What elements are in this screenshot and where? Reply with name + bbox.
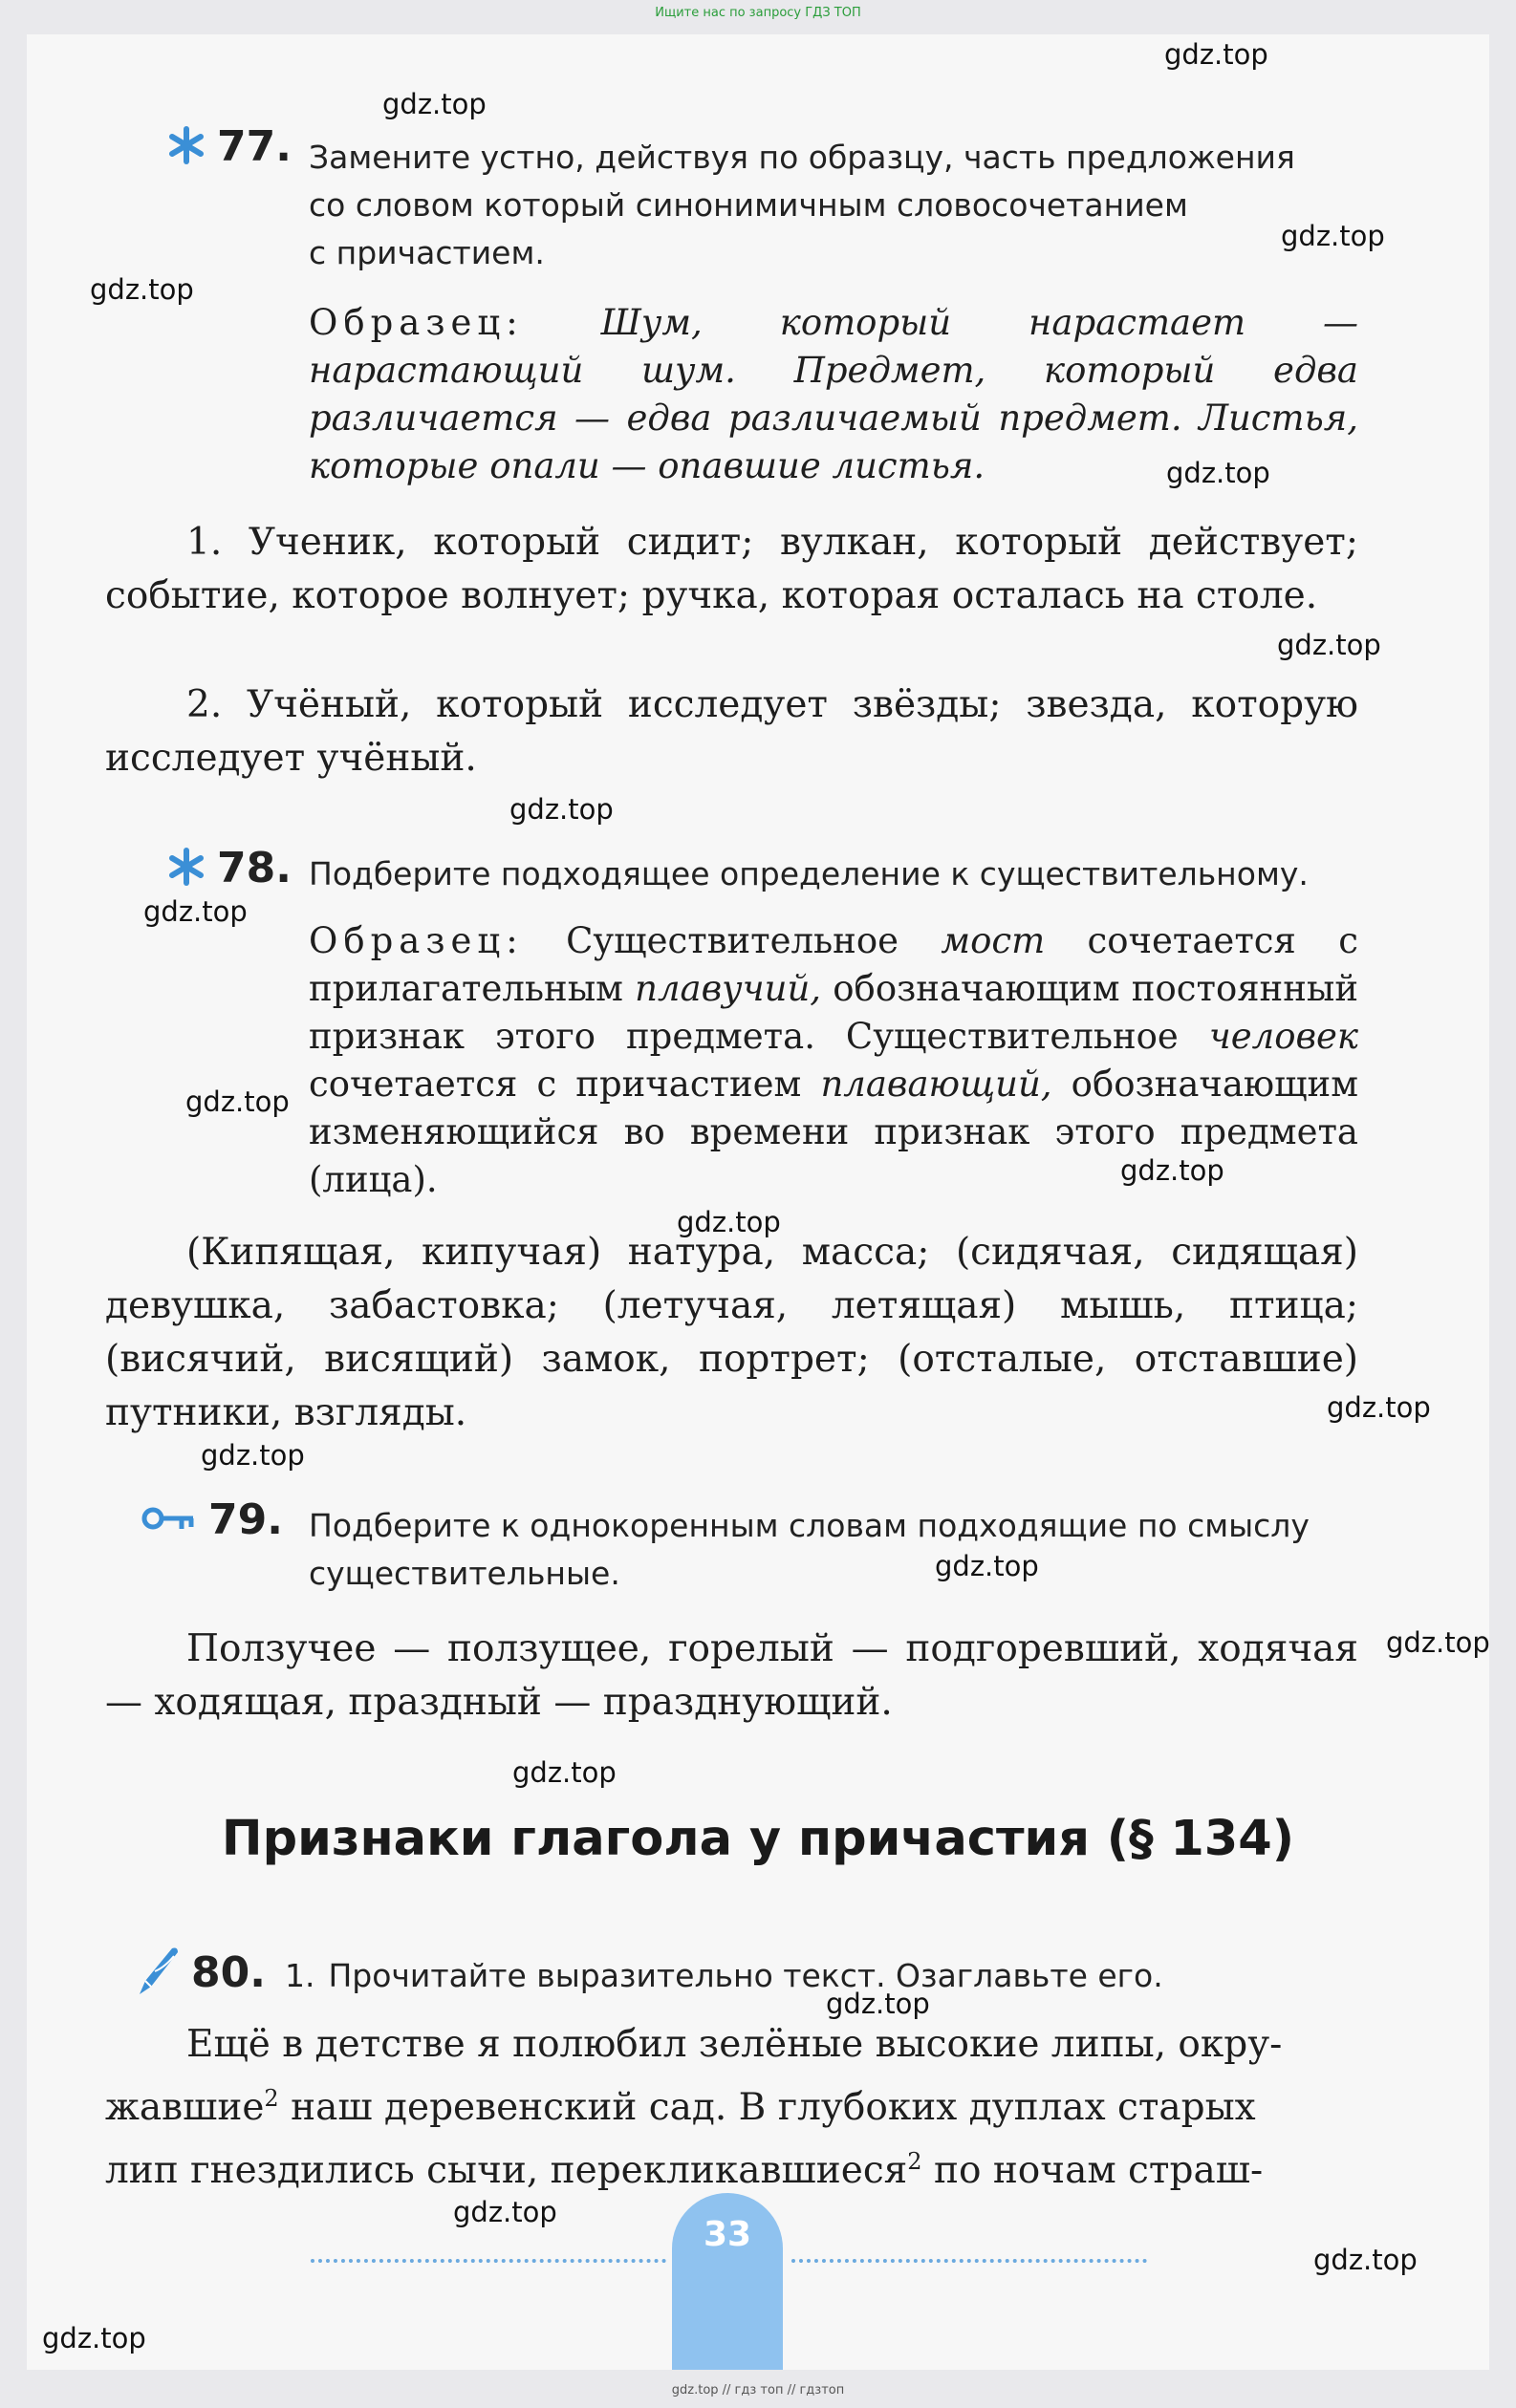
sample-part: сочетается с причастием [309, 1064, 802, 1105]
instruction-line: Замените устно, действуя по образцу, часть предложения [309, 139, 1295, 176]
watermark: gdz.top [185, 1086, 290, 1118]
watermark: gdz.top [1166, 457, 1270, 489]
watermark: gdz.top [90, 273, 194, 306]
instruction-line: с причастием. [309, 234, 545, 271]
exercise-78-task: (Кипящая, кипучая) натура, масса; (сидячая, сидящая) девушка, забастовка; (летучая, летящая) мышь, птица; (висячий, висящий) замок, портрет; (отсталые, отставшие) путники, взгляды. [105, 1231, 1358, 1434]
sub-task-number: 1. [284, 1957, 315, 1994]
text-line [105, 2135, 1358, 2198]
exercise-80-header [136, 1933, 1163, 2000]
sample-text: Шум, который нарастает — нарастающий шум. Предмет, который едва различается — едва различаемый предмет. Листья, которые опали — опавшие листья. [309, 302, 1359, 486]
watermark: gdz.top [143, 895, 248, 928]
footnote-mark: 2 [907, 2148, 922, 2175]
sample-word: плавучий, [635, 968, 822, 1009]
footer-dotted-line [791, 2259, 1147, 2263]
exercise-77-task-1: 1. Ученик, который сидит; вулкан, который действует; событие, которое волнует; ручка, которая осталась на столе. [105, 521, 1358, 617]
sample-label: Образец: [309, 302, 524, 343]
exercise-79-header [141, 1495, 304, 1544]
footer-dotted-line [311, 2259, 666, 2263]
pen-icon [136, 1943, 180, 1996]
exercise-77-header [167, 122, 313, 171]
watermark: gdz.top [677, 1206, 781, 1238]
exercise-79-instruction [309, 1502, 1358, 1598]
watermark: gdz.top [1277, 629, 1381, 661]
watermark: gdz.top [1281, 220, 1385, 252]
text-fragment: по ночам страш- [921, 2149, 1264, 2192]
instruction-line: существительные. [309, 1555, 620, 1592]
watermark: gdz.top [1313, 2244, 1418, 2276]
watermark: gdz.top [42, 2322, 146, 2354]
watermark: gdz.top [1327, 1391, 1431, 1424]
exercise-77-task-2: 2. Учёный, который исследует звёзды; звезда, которую исследует учёный. [105, 683, 1358, 780]
instruction-line: со словом который синонимичным словосочетанием [309, 186, 1188, 224]
sample-part: обозначающим постоянный признак этого предмета. Существительное [309, 968, 1358, 1057]
exercise-80-text [105, 2018, 1358, 2198]
watermark: gdz.top [453, 2196, 557, 2228]
watermark: gdz.top [1120, 1154, 1224, 1187]
section-title: Признаки глагола у причастия (§ 134) [221, 1811, 1295, 1867]
exercise-78-header [167, 844, 313, 892]
watermark: gdz.top [1164, 38, 1268, 71]
watermark: gdz.top [382, 88, 487, 120]
asterisk-icon [167, 848, 206, 886]
sample-word: человек [1208, 1016, 1358, 1057]
exercise-number: 77. [217, 122, 292, 171]
page-number: 33 [703, 2215, 752, 2254]
sample-part: сочетается с прилагательным [309, 920, 1358, 1009]
exercise-80-instruction: Прочитайте выразительно текст. Озаглавьте его. [328, 1957, 1163, 1994]
watermark: gdz.top [201, 1439, 305, 1472]
watermark: gdz.top [935, 1550, 1039, 1582]
text-line: Ещё в детстве я полюбил зелёные высокие липы, окру- [186, 2023, 1283, 2066]
asterisk-icon [167, 126, 206, 164]
exercise-number: 78. [217, 844, 292, 892]
watermark: gdz.top [512, 1756, 617, 1789]
watermark: gdz.top [509, 793, 614, 826]
exercise-number: 79. [208, 1495, 283, 1544]
sample-part: Существительное [566, 920, 899, 961]
exercise-77-instruction [309, 134, 1358, 277]
sample-word: мост [941, 920, 1046, 961]
instruction-line: Подберите к однокоренным словам подходящие по смыслу [309, 1507, 1310, 1544]
text-line [105, 2072, 1358, 2135]
exercise-number: 80. [191, 1948, 266, 1997]
text-fragment: лип гнездились сычи, перекликавшиеся [105, 2149, 908, 2192]
watermark: gdz.top [826, 1988, 930, 2020]
text-fragment: наш деревенский сад. В глубоких дуплах старых [278, 2086, 1256, 2129]
sample-label: Образец: [309, 920, 524, 961]
header-note: Ищите нас по запросу ГДЗ ТОП [655, 6, 861, 20]
exercise-79-task: Ползучее — ползущее, горелый — подгоревший, ходячая — ходящая, праздный — празднующий. [105, 1627, 1358, 1724]
watermark: gdz.top [1386, 1626, 1490, 1659]
footer-note: gdz.top // гдз топ // гдзтоп [671, 2383, 845, 2397]
sample-part: обозначающим изменяющийся во времени признак этого предмета (лица). [309, 1064, 1358, 1200]
text-fragment: жавшие [105, 2086, 265, 2129]
footnote-mark: 2 [264, 2085, 279, 2112]
key-icon [141, 1499, 197, 1537]
exercise-78-instruction: Подберите подходящее определение к существительному. [309, 855, 1309, 892]
sample-word: плавающий, [820, 1064, 1052, 1105]
